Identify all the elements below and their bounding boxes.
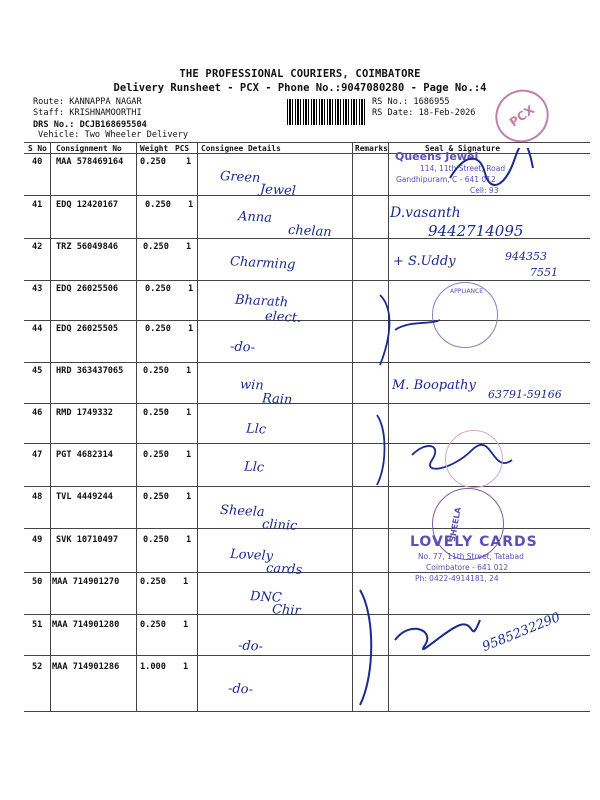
- row-consignment: SVK 10710497: [56, 535, 119, 545]
- row-sno: 47: [32, 450, 43, 460]
- handwritten-consignee: Lovely: [229, 546, 274, 565]
- signature-number: 7551: [530, 266, 558, 279]
- row-sno: 50: [32, 577, 43, 587]
- row-sno: 52: [32, 662, 43, 672]
- row-rule: [24, 572, 590, 573]
- row-sno: 45: [32, 366, 43, 376]
- runsheet-subtitle: Delivery Runsheet - PCX - Phone No.:9047080280 - Page No.:4: [113, 82, 487, 94]
- row-consignment: EDQ 12420167: [56, 200, 119, 210]
- queens-jewel-city: Gandhipuram, C - 641 012: [396, 175, 496, 184]
- row-weight: 0.250: [143, 408, 169, 418]
- row-rule: [24, 320, 590, 321]
- row-pcs: 1: [186, 242, 192, 252]
- row-sno: 51: [32, 620, 43, 630]
- table-top-rule: [24, 142, 590, 143]
- handwritten-consignee: win: [239, 377, 265, 394]
- row-rule: [24, 528, 590, 529]
- handwritten-consignee: Chir: [271, 602, 302, 619]
- lovely-cards-phone: Ph: 0422-4914181, 24: [415, 574, 499, 583]
- col-weight: Weight: [140, 144, 169, 153]
- col-consignee: Consignee Details: [201, 144, 281, 153]
- row-consignment: MAA 578469164: [56, 157, 124, 167]
- row-consignment: PGT 4682314: [56, 450, 113, 460]
- row-weight: 0.250: [140, 620, 166, 630]
- row-sno: 42: [32, 242, 43, 252]
- row-consignment: MAA 714901286: [52, 662, 120, 672]
- rs-number: RS No.: 1686955: [372, 97, 450, 107]
- handwritten-consignee: Sheela: [219, 502, 265, 521]
- row-pcs: 1: [188, 324, 194, 334]
- handwritten-consignee: DNC: [249, 589, 283, 606]
- row-consignment: RMD 1749332: [56, 408, 113, 418]
- row-consignment: HRD 363437065: [56, 366, 124, 376]
- row-pcs: 1: [183, 620, 189, 630]
- appliance-stamp-text: APPLIANCE: [450, 288, 484, 295]
- row-weight: 0.250: [145, 284, 171, 294]
- row-weight: 0.250: [143, 242, 169, 252]
- row-consignment: TRZ 56049846: [56, 242, 119, 252]
- signature-uddy: + S.Uddy: [393, 254, 456, 269]
- row-pcs: 1: [183, 662, 189, 672]
- barcode: [287, 99, 365, 125]
- col-pcs: PCS: [175, 144, 190, 153]
- row-pcs: 1: [186, 408, 192, 418]
- row-weight: 0.250: [143, 366, 169, 376]
- row-weight: 0.250: [145, 324, 171, 334]
- handwritten-consignee: chelan: [287, 222, 333, 241]
- row-sno: 43: [32, 284, 43, 294]
- row-weight: 0.250: [140, 157, 166, 167]
- signature-scribble: [445, 148, 535, 188]
- col-seal: Seal & Signature: [425, 144, 501, 153]
- pcx-stamp: PCX: [485, 79, 559, 153]
- row-consignment: EDQ 26025505: [56, 324, 119, 334]
- row-pcs: 1: [188, 200, 194, 210]
- lovely-cards-stamp: LOVELY CARDS: [410, 534, 538, 550]
- bracket-signature: [350, 585, 490, 710]
- row-rule: [24, 711, 590, 712]
- lovely-cards-city: Coimbatore - 641 012: [426, 563, 509, 572]
- row-sno: 48: [32, 492, 43, 502]
- queens-jewel-address: 114, 11th Street, Road: [420, 164, 506, 173]
- row-weight: 0.250: [143, 492, 169, 502]
- handwritten-consignee: clinic: [261, 517, 298, 534]
- handwritten-consignee: Llc: [243, 459, 265, 476]
- row-consignment: TVL 4449244: [56, 492, 113, 502]
- handwritten-consignee: Green: [219, 168, 261, 187]
- row-pcs: 1: [183, 577, 189, 587]
- row-rule: [24, 195, 590, 196]
- signature-vasanth: D.vasanth: [390, 205, 461, 221]
- row-weight: 1.000: [140, 662, 166, 672]
- handwritten-consignee: Jewel: [259, 182, 297, 199]
- row-consignment: MAA 714901270: [52, 577, 120, 587]
- queens-jewel-cell: Cell: 93: [470, 186, 499, 195]
- row-rule: [24, 362, 590, 363]
- handwritten-consignee: Anna: [237, 209, 273, 226]
- row-sno: 49: [32, 535, 43, 545]
- row-pcs: 1: [186, 157, 192, 167]
- row-sno: 41: [32, 200, 43, 210]
- staff-label: Staff: KRISHNAMOORTHI: [33, 108, 142, 118]
- col-sno: S No: [28, 144, 47, 153]
- signature-phone: 9442714095: [428, 222, 524, 240]
- row-sno: 40: [32, 157, 43, 167]
- row-consignment: EDQ 26025506: [56, 284, 119, 294]
- signature-phone: 63791-59166: [488, 388, 562, 401]
- row-sno: 44: [32, 324, 43, 334]
- row-pcs: 1: [186, 492, 192, 502]
- col-consignment: Consignment No: [56, 144, 122, 153]
- row-rule: [24, 655, 590, 656]
- signature-phone: 9585232290: [480, 610, 563, 655]
- row-rule: [24, 280, 590, 281]
- signature-number: 944353: [505, 250, 547, 263]
- vehicle-label: Vehicle: Two Wheeler Delivery: [38, 130, 189, 140]
- row-weight: 0.250: [145, 200, 171, 210]
- round-stamp: [445, 430, 503, 488]
- handwritten-consignee: -do-: [237, 638, 264, 655]
- handwritten-consignee: cards: [265, 561, 303, 578]
- rs-date: RS Date: 18-Feb-2026: [372, 108, 476, 118]
- bracket-signature: [370, 290, 450, 370]
- row-weight: 0.250: [140, 577, 166, 587]
- row-pcs: 1: [186, 535, 192, 545]
- col-divider: [197, 142, 198, 712]
- handwritten-consignee: Bharath: [234, 292, 289, 311]
- company-title: THE PROFESSIONAL COURIERS, COIMBATORE: [179, 68, 421, 80]
- handwritten-consignee: elect.: [264, 309, 302, 326]
- row-consignment: MAA 714901280: [52, 620, 120, 630]
- row-pcs: 1: [186, 366, 192, 376]
- handwritten-consignee: Charming: [229, 254, 296, 273]
- col-divider: [136, 142, 137, 712]
- col-divider: [50, 142, 51, 712]
- row-weight: 0.250: [143, 450, 169, 460]
- drs-label: DRS No.: DCJB168695504: [33, 120, 147, 130]
- col-remarks: Remarks: [355, 144, 388, 153]
- handwritten-consignee: -do-: [227, 681, 254, 698]
- lovely-cards-address: No. 77, 11th Street, Tatabad: [418, 552, 524, 561]
- row-pcs: 1: [188, 284, 194, 294]
- row-weight: 0.250: [143, 535, 169, 545]
- handwritten-consignee: Rain: [261, 391, 293, 408]
- handwritten-consignee: -do-: [229, 339, 256, 356]
- row-rule: [24, 614, 590, 615]
- sheela-stamp-text: SHEELA: [447, 506, 463, 543]
- row-pcs: 1: [186, 450, 192, 460]
- queens-jewel-stamp: Queens Jewel: [395, 150, 479, 163]
- row-rule: [24, 403, 590, 404]
- row-sno: 46: [32, 408, 43, 418]
- handwritten-consignee: Llc: [245, 421, 267, 438]
- signature-boopathy: M. Boopathy: [392, 378, 476, 393]
- route-label: Route: KANNAPPA NAGAR: [33, 97, 142, 107]
